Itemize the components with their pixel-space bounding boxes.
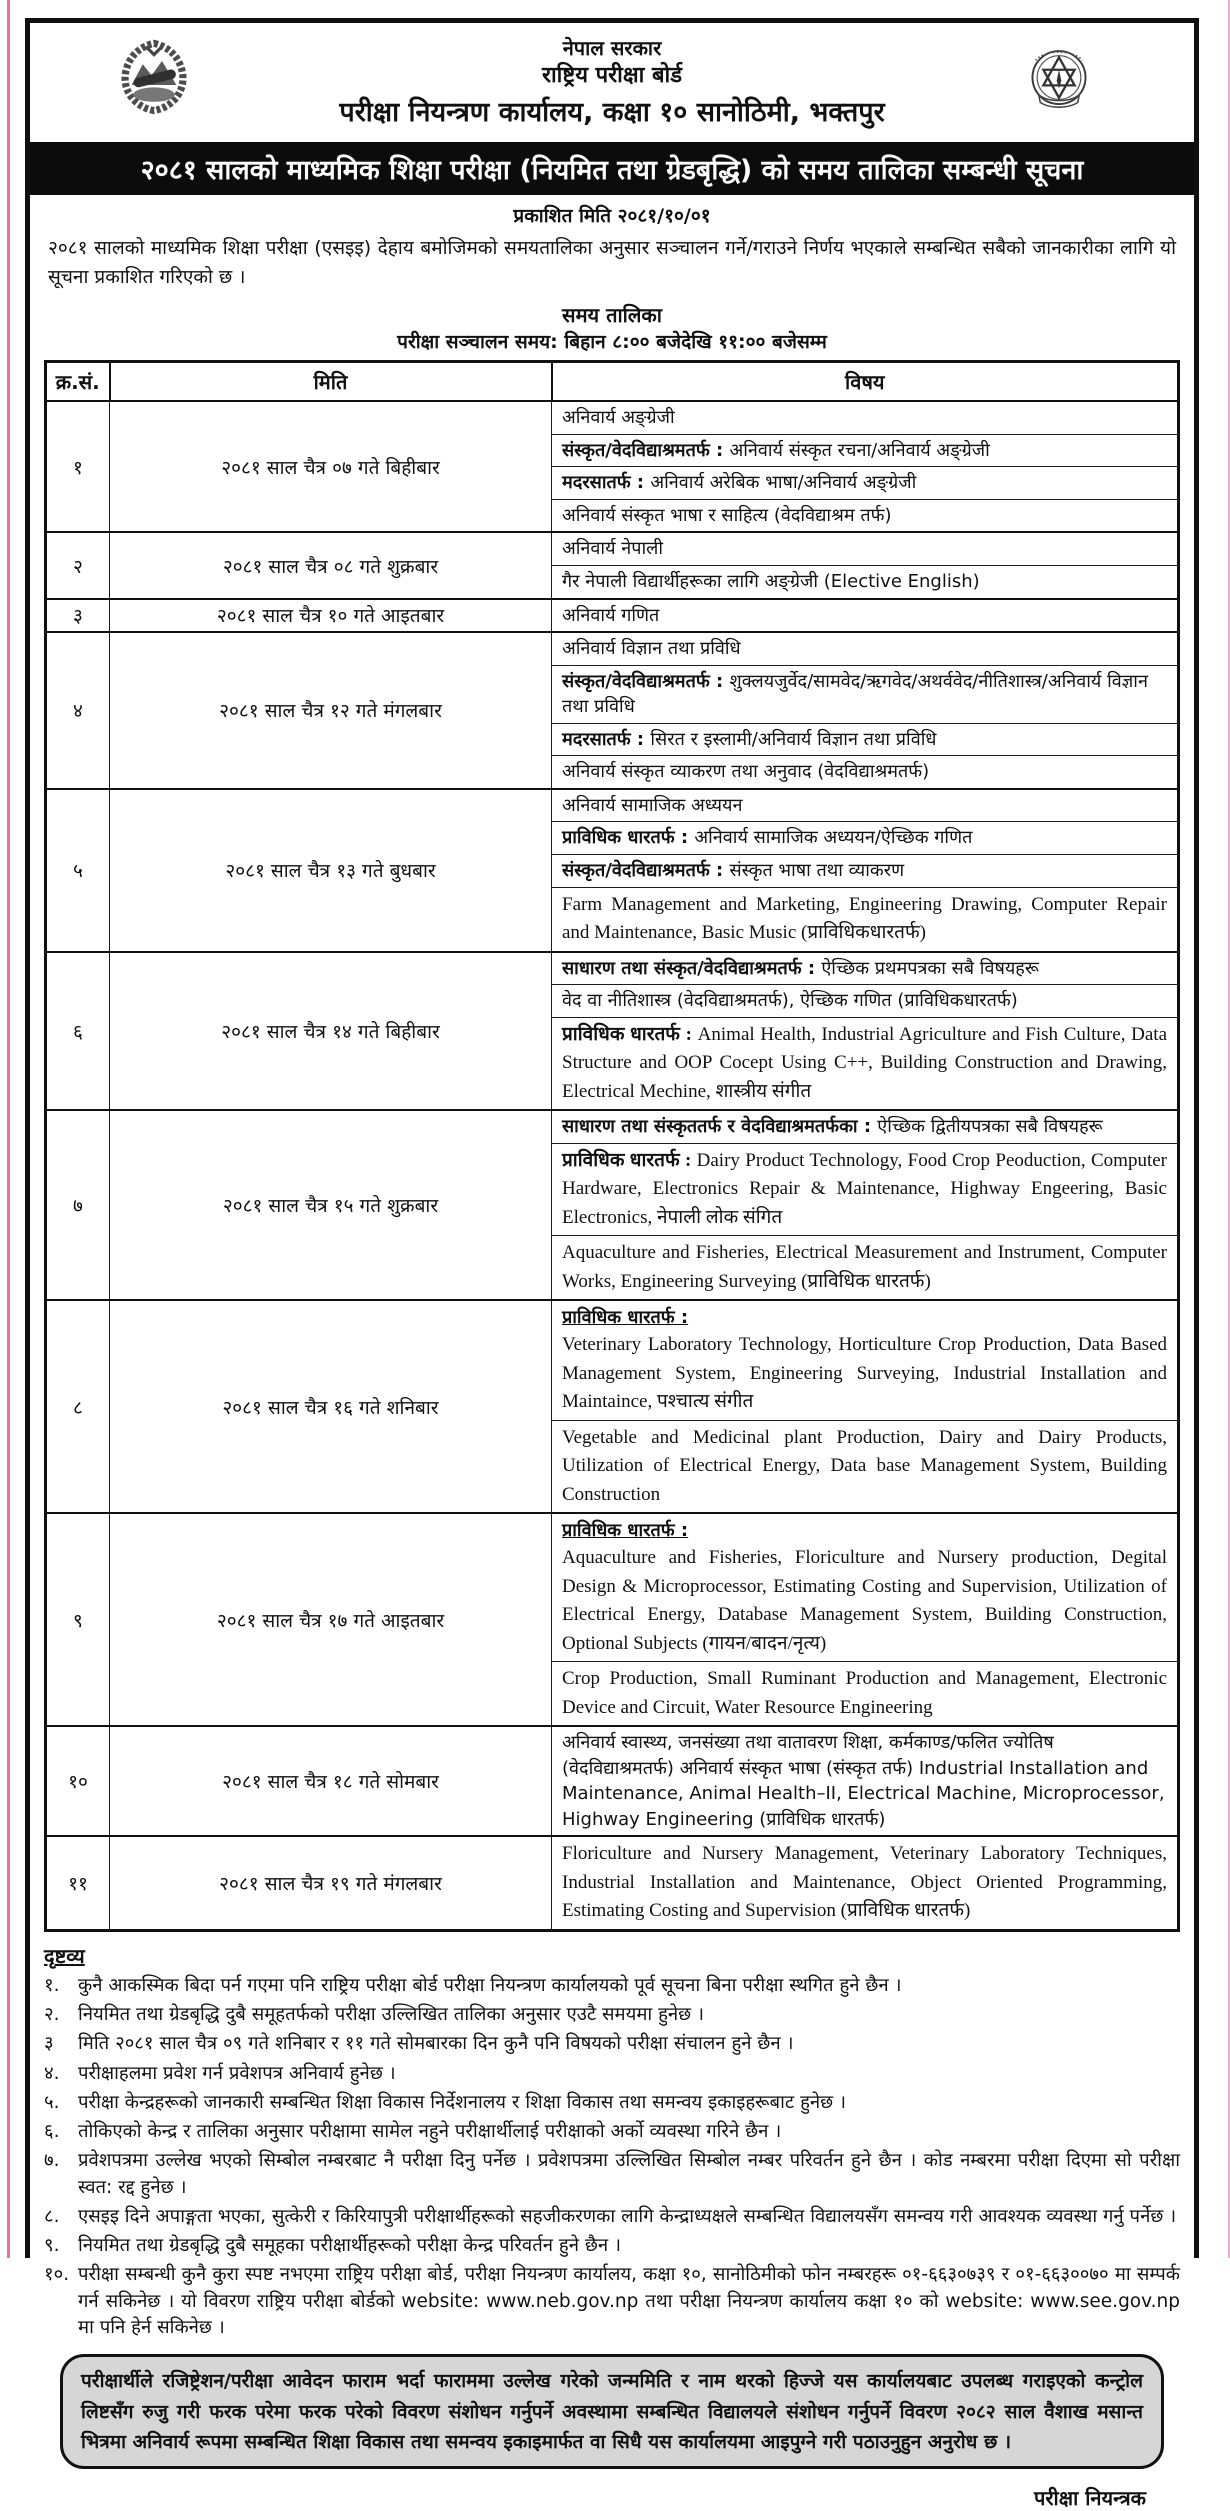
subject-cell: वेद वा नीतिशास्त्र (वेदविद्याश्रमतर्फ), ऐच्छिक गणित (प्राविधिकधारतर्फ) — [552, 985, 1179, 1018]
subject-cell: अनिवार्य विज्ञान तथा प्रविधि — [552, 632, 1179, 665]
notice-body — [30, 234, 1194, 2511]
exam-date-cell: २०८१ साल चैत्र ०७ गते बिहीबार — [110, 401, 552, 532]
notice-title-banner: २०८१ सालको माध्यमिक शिक्षा परीक्षा (नियमित तथा ग्रेडबृद्धि) को समय तालिका सम्बन्धी सूचना — [30, 142, 1194, 195]
table-row — [46, 1300, 1179, 1420]
exam-date-cell: २०८१ साल चैत्र १० गते आइतबार — [110, 599, 552, 633]
subject-cell: अनिवार्य संस्कृत भाषा र साहित्य (वेदविद्याश्रम तर्फ) — [552, 499, 1179, 532]
note-text: एसइइ दिने अपाङ्गता भएका, सुत्केरी र किरियापुत्री परीक्षार्थीहरूको सहजीकरणका लागि केन्द्राध्यक्षले सम्बन्धित विद्यालयसँग समन्वय गरी आवश्यक व्यवस्था गर्नु पर्नेछ । — [78, 2205, 1177, 2227]
table-row — [46, 1110, 1179, 1143]
subject-cell: Floriculture and Nursery Management, Veterinary Laboratory Techniques, Industrial Installation and Maintenance, Object Oriented Programming, Estimating Costing and Supervision (प्राविधिक धारतर्फ) — [552, 1836, 1179, 1930]
note-number: १०. — [44, 2264, 70, 2286]
note-number: ५. — [44, 2091, 60, 2113]
table-row — [46, 952, 1179, 985]
exam-date-cell: २०८१ साल चैत्र १८ गते सोमबार — [110, 1726, 552, 1836]
subject-cell: मदरसातर्फ : अनिवार्य अरेबिक भाषा/अनिवार्य अङ्ग्रेजी — [552, 467, 1179, 500]
subject-cell: साधारण तथा संस्कृततर्फ र वेदविद्याश्रमतर्फका : ऐच्छिक द्वितीयपत्रका सबै विषयहरू — [552, 1110, 1179, 1143]
subject-cell — [552, 1513, 1179, 1662]
intro-paragraph: २०८१ सालको माध्यमिक शिक्षा परीक्षा (एसइइ) देहाय बमोजिमको समयतालिका अनुसार सञ्चालन गर्ने/गराउने निर्णय भएकाले सम्बन्धित सबैको जानकारीका लागि यो सूचना प्रकाशित गरिएको छ । — [48, 236, 1176, 289]
examination-board-seal-icon — [1020, 35, 1098, 117]
table-row — [46, 401, 1179, 434]
exam-date-cell: २०८१ साल चैत्र ०८ गते शुक्रबार — [110, 532, 552, 598]
exam-schedule-table — [44, 360, 1180, 1932]
note-text: परीक्षा केन्द्रहरूको जानकारी सम्बन्धित शिक्षा विकास निर्देशनालय र शिक्षा विकास तथा समन्वय इकाइहरूबाट हुनेछ । — [78, 2091, 847, 2113]
board-name: राष्ट्रिय परीक्षा बोर्ड — [541, 63, 682, 88]
subject-cell: अनिवार्य नेपाली — [552, 532, 1179, 565]
exam-date-cell: २०८१ साल चैत्र १६ गते शनिबार — [110, 1300, 552, 1513]
column-header-date: मिति — [110, 362, 552, 402]
note-text: परीक्षा सम्बन्धी कुनै कुरा स्पष्ट नभएमा राष्ट्रिय परीक्षा बोर्ड, परीक्षा नियन्त्रण कार्यालय, कक्षा १०, सानोठिमीको फोन नम्बरहरू ०१-६६३०७३९ र ०१-६६३००७० मा सम्पर्क गर्न सकिनेछ । यो विवरण राष्ट्रिय परीक्षा बोर्डको website: www.neb.gov.np तथा परीक्षा नियन्त्रण कार्यालय कक्षा १० को website: www.see.gov.np मा पनि हेर्न सकिनेछ । — [78, 2264, 1180, 2339]
subject-text: Aquaculture and Fisheries, Floriculture and Nursery production, Degital Design & Microprocessor, Estimating Costing and Supervision, Utilization of Electrical Energy, Database Management System, Building Construction, Optional Subjects (गायन/बादन/नृत्य) — [562, 1547, 1167, 1654]
note-item — [44, 2233, 1180, 2259]
serial-number-cell: ९ — [46, 1513, 110, 1726]
note-number: ८. — [44, 2205, 60, 2227]
column-header-subject: विषय — [552, 362, 1179, 402]
note-item — [44, 2204, 1180, 2230]
subject-cell: प्राविधिक धारतर्फ : Animal Health, Industrial Agriculture and Fish Culture, Data Structure and OOP Cocept Using C++, Building Construction and Drawing, Electrical Mechine, शास्त्रीय संगीत — [552, 1017, 1179, 1110]
subject-cell: Crop Production, Small Ruminant Production and Management, Electronic Device and Circuit, Water Resource Engineering — [552, 1662, 1179, 1727]
subject-cell: अनिवार्य सामाजिक अध्ययन — [552, 789, 1179, 822]
subject-cell: अनिवार्य गणित — [552, 599, 1179, 633]
table-row — [46, 632, 1179, 665]
note-item — [44, 2061, 1180, 2087]
exam-date-cell: २०८१ साल चैत्र १९ गते मंगलबार — [110, 1836, 552, 1930]
schedule-time: परीक्षा सञ्चालन समय: बिहान ८:०० बजेदेखि ११:०० बजेसम्म — [397, 330, 827, 353]
exam-date-cell: २०८१ साल चैत्र १४ गते बिहीबार — [110, 952, 552, 1111]
serial-number-cell: १० — [46, 1726, 110, 1836]
table-row — [46, 789, 1179, 822]
note-item — [44, 2090, 1180, 2116]
subject-cell: प्राविधिक धारतर्फ : Dairy Product Technology, Food Crop Peoduction, Computer Hardware, Electronics Repair & Maintenance, Highway Engeering, Basic Electronics, नेपाली लोक संगित — [552, 1143, 1179, 1236]
subject-text: Veterinary Laboratory Technology, Horticulture Crop Production, Data Based Management System, Engineering Surveying, Industrial Installation and Maintaince, पश्चात्य संगीत — [562, 1334, 1167, 1413]
note-text: कुनै आकस्मिक बिदा पर्न गएमा पनि राष्ट्रिय परीक्षा बोर्ड परीक्षा नियन्त्रण कार्यालयको पूर्व सूचना बिना परीक्षा स्थगित हुने छैन । — [78, 1974, 902, 1996]
serial-number-cell: २ — [46, 532, 110, 598]
note-number: ३ — [44, 2033, 54, 2055]
note-item — [44, 1973, 1180, 1999]
scan-edge-line-left — [7, 0, 10, 2258]
nepal-government-emblem-icon — [114, 35, 194, 119]
schedule-title: समय तालिका — [562, 302, 662, 327]
serial-number-cell: ७ — [46, 1110, 110, 1300]
subject-cell — [552, 1300, 1179, 1420]
government-name: नेपाल सरकार — [562, 36, 662, 60]
note-item — [44, 2002, 1180, 2028]
note-item — [44, 2148, 1180, 2201]
notes-heading: दृष्टव्य — [44, 1943, 85, 1968]
serial-number-cell: ४ — [46, 632, 110, 789]
stream-label: प्राविधिक धारतर्फ : — [562, 1520, 689, 1542]
office-name: परीक्षा नियन्त्रण कार्यालय, कक्षा १० सानोठिमी, भक्तपुर — [339, 96, 885, 128]
subject-cell: गैर नेपाली विद्यार्थीहरूका लागि अङ्ग्रेजी (Elective English) — [552, 566, 1179, 599]
note-number: ४. — [44, 2062, 60, 2084]
exam-date-cell: २०८१ साल चैत्र १७ गते आइतबार — [110, 1513, 552, 1726]
note-text: नियमित तथा ग्रेडबृद्धि दुबै समूहतर्फको परीक्षा उल्लिखित तालिका अनुसार एउटै समयमा हुनेछ । — [78, 2004, 705, 2026]
schedule-table-body — [46, 401, 1179, 1930]
table-row — [46, 1726, 1179, 1836]
table-row — [46, 1513, 1179, 1662]
subject-cell: Vegetable and Medicinal plant Production, Dairy and Dairy Products, Utilization of Electrical Energy, Data base Management System, Building Construction — [552, 1420, 1179, 1513]
column-header-sn: क्र.सं. — [46, 362, 110, 402]
published-date: प्रकाशित मिति २०८१/१०/०१ — [513, 204, 711, 227]
table-row — [46, 1836, 1179, 1930]
note-number: १. — [44, 1974, 60, 1996]
subject-cell: Farm Management and Marketing, Engineering Drawing, Computer Repair and Maintenance, Basic Music (प्राविधिकधारतर्फ) — [552, 887, 1179, 952]
table-row — [46, 532, 1179, 565]
subject-cell: अनिवार्य संस्कृत व्याकरण तथा अनुवाद (वेदविद्याश्रमतर्फ) — [552, 756, 1179, 789]
serial-number-cell: ८ — [46, 1300, 110, 1513]
subject-cell: अनिवार्य स्वास्थ्य, जनसंख्या तथा वातावरण शिक्षा, कर्मकाण्ड/फलित ज्योतिष (वेदविद्याश्रमतर्फ) अनिवार्य संस्कृत भाषा (संस्कृत तर्फ) Industrial Installation and Maintenance, Animal Health–II, Electrical Machine, Microprocessor, Highway Engineering (प्राविधिक धारतर्फ) — [552, 1726, 1179, 1836]
note-text: परीक्षाहलमा प्रवेश गर्न प्रवेशपत्र अनिवार्य हुनेछ । — [78, 2062, 396, 2084]
table-row — [46, 599, 1179, 633]
correction-notice-box: परीक्षार्थीले रजिष्ट्रेशन/परीक्षा आवेदन फाराम भर्दा फाराममा उल्लेख गरेको जन्ममिति र नाम थरको हिज्जे यस कार्यालयबाट उपलब्ध गराइएको कन्ट्रोल लिष्टसँग रुजु गरी फरक परेमा फरक परेको विवरण संशोधन गर्नुपर्ने अवस्थामा सम्बन्धित विद्यालयले संशोधन गर्नुपर्ने विवरण २०८२ साल वैशाख मसान्त भित्रमा अनिवार्य रूपमा सम्बन्धित शिक्षा विकास तथा समन्वय इकाइमार्फत वा सिधै यस कार्यालयमा आइपुग्ने गरी पठाउनुहुन अनुरोध छ । — [60, 2354, 1164, 2469]
note-number: २. — [44, 2004, 60, 2026]
letterhead — [30, 23, 1194, 132]
note-number: ९. — [44, 2235, 60, 2257]
subject-cell: प्राविधिक धारतर्फ : अनिवार्य सामाजिक अध्ययन/ऐच्छिक गणित — [552, 822, 1179, 855]
exam-date-cell: २०८१ साल चैत्र १५ गते शुक्रबार — [110, 1110, 552, 1300]
subject-cell: मदरसातर्फ : सिरत र इस्लामी/अनिवार्य विज्ञान तथा प्रविधि — [552, 723, 1179, 756]
note-item — [44, 2031, 1180, 2057]
stream-label: प्राविधिक धारतर्फ : — [562, 1307, 689, 1329]
note-text: नियमित तथा ग्रेडबृद्धि दुबै समूहका परीक्षार्थीहरूको परीक्षा केन्द्र परिवर्तन हुने छैन । — [78, 2235, 621, 2257]
note-number: ७. — [44, 2150, 60, 2172]
serial-number-cell: ६ — [46, 952, 110, 1111]
note-text: मिति २०८१ साल चैत्र ०९ गते शनिबार र ११ गते सोमबारका दिन कुनै पनि विषयको परीक्षा संचालन हुने छैन । — [78, 2033, 794, 2055]
serial-number-cell: ३ — [46, 599, 110, 633]
serial-number-cell: ५ — [46, 789, 110, 952]
subject-cell: संस्कृत/वेदविद्याश्रमतर्फ : अनिवार्य संस्कृत रचना/अनिवार्य अङ्ग्रेजी — [552, 434, 1179, 467]
serial-number-cell: ११ — [46, 1836, 110, 1930]
exam-date-cell: २०८१ साल चैत्र १२ गते मंगलबार — [110, 632, 552, 789]
note-text: तोकिएको केन्द्र र तालिका अनुसार परीक्षामा सामेल नहुने परीक्षार्थीलाई परीक्षाको अर्को व्यवस्था गरिने छैन । — [78, 2121, 782, 2143]
table-header-row — [46, 362, 1179, 402]
note-number: ६. — [44, 2121, 60, 2143]
note-item — [44, 2119, 1180, 2145]
notes-list — [44, 1973, 1180, 2341]
subject-cell: संस्कृत/वेदविद्याश्रमतर्फ : शुक्लयजुर्वेद/सामवेद/ऋगवेद/अथर्ववेद/नीतिशास्त्र/अनिवार्य विज्ञान तथा प्रविधि — [552, 665, 1179, 723]
subject-cell: अनिवार्य अङ्ग्रेजी — [552, 401, 1179, 434]
note-item — [44, 2262, 1180, 2341]
notice-document-frame — [25, 18, 1199, 2511]
note-text: प्रवेशपत्रमा उल्लेख भएको सिम्बोल नम्बरबाट नै परीक्षा दिनु पर्नेछ । प्रवेशपत्रमा उल्लिखित सिम्बोल नम्बर परिवर्तन हुने छैन । कोड नम्बरमा परीक्षा दिएमा सो परीक्षा स्वत: रद्द हुनेछ । — [78, 2150, 1180, 2198]
subject-cell: संस्कृत/वेदविद्याश्रमतर्फ : संस्कृत भाषा तथा व्याकरण — [552, 854, 1179, 887]
exam-date-cell: २०८१ साल चैत्र १३ गते बुधबार — [110, 789, 552, 952]
subject-cell: Aquaculture and Fisheries, Electrical Measurement and Instrument, Computer Works, Engineering Surveying (प्राविधिक धारतर्फ) — [552, 1236, 1179, 1301]
subject-cell: साधारण तथा संस्कृत/वेदविद्याश्रमतर्फ : ऐच्छिक प्रथमपत्रका सबै विषयहरू — [552, 952, 1179, 985]
serial-number-cell: १ — [46, 401, 110, 532]
signature-title: परीक्षा नियन्त्रक — [1034, 2486, 1146, 2511]
